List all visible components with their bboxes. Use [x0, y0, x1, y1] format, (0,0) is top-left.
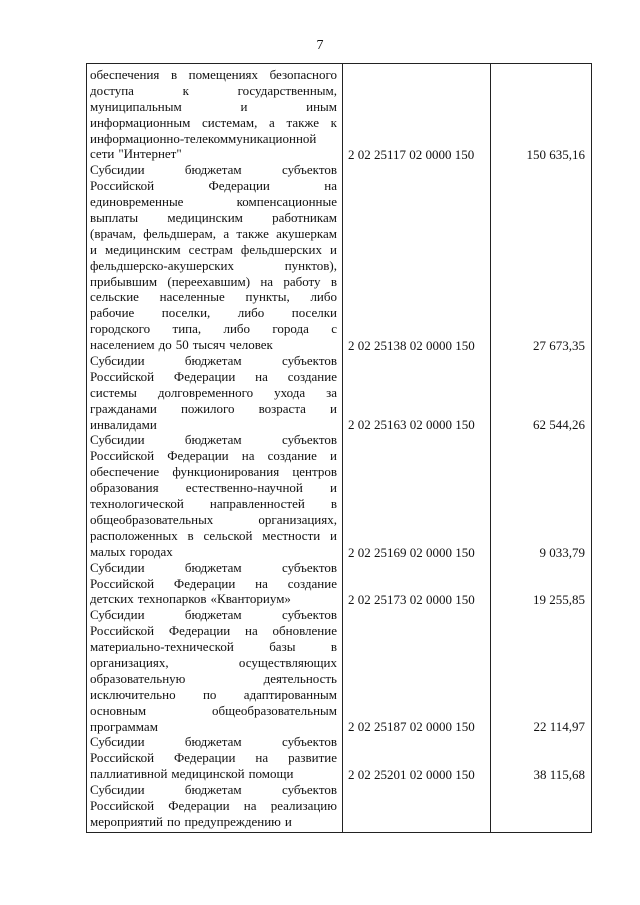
description-word: системам,: [202, 114, 258, 130]
description-word: субъектов: [281, 782, 337, 798]
description-word: субъектов: [281, 432, 337, 448]
description-word: информационно-телекоммуникационной: [90, 130, 317, 146]
description-word: местности: [262, 527, 321, 543]
description-word: помощи: [248, 766, 294, 782]
page-number: 7: [316, 38, 324, 53]
description-word: а: [269, 114, 275, 130]
description-word: субъектов: [281, 734, 337, 750]
description-word: и: [330, 480, 337, 496]
description-word: помещениях: [188, 67, 259, 82]
description-line: [90, 464, 337, 480]
amount-value: 22 114,97: [533, 719, 585, 735]
budget-code: 2 02 25169 02 0000 150: [348, 544, 475, 560]
description-word: образовательную: [90, 670, 186, 686]
description-line: [90, 544, 337, 560]
description-word: (переехавшим): [167, 273, 251, 289]
description-word: образования: [90, 480, 159, 496]
description-word: компенсационные: [236, 194, 337, 210]
description-line: [90, 432, 337, 448]
description-word: общеобразовательных: [90, 511, 214, 527]
description-word: пунктов),: [284, 257, 337, 273]
description-word: организациях,: [258, 511, 337, 527]
description-word: субъектов: [281, 353, 337, 369]
description-word: и: [284, 813, 292, 829]
description-word: реализацию: [270, 797, 337, 813]
description-word: рабочие: [90, 305, 135, 321]
description-word: тысяч: [192, 337, 226, 353]
description-word: «Кванториум»: [210, 591, 291, 607]
description-line: [90, 480, 337, 496]
description-word: городах: [129, 543, 173, 559]
description-word: выплаты: [90, 210, 139, 226]
column-divider-code: [342, 63, 343, 833]
description-line: [90, 321, 337, 337]
amount-value: 19 255,85: [533, 592, 585, 608]
description-line: [90, 814, 337, 830]
description-line: [90, 703, 337, 719]
description-word: субъектов: [281, 559, 337, 575]
description-word: гражданами: [90, 400, 157, 416]
description-line: [90, 576, 337, 592]
description-word: Субсидии: [90, 607, 145, 623]
description-word: основным: [90, 702, 147, 718]
description-word: (врачам,: [90, 225, 137, 241]
description-word: в: [330, 496, 337, 512]
description-word: создание: [287, 575, 337, 591]
description-word: технопарков: [137, 591, 207, 607]
budget-code: 2 02 25187 02 0000 150: [348, 719, 475, 735]
description-word: также: [286, 114, 319, 130]
description-word: системы: [90, 384, 137, 400]
description-word: населением: [90, 337, 155, 353]
description-word: Федерации: [173, 575, 236, 591]
column-divider-amount: [490, 63, 491, 833]
description-word: инвалидами: [90, 416, 157, 432]
description-line: [90, 734, 337, 750]
description-word: иным: [306, 98, 337, 114]
description-word: Субсидии: [90, 734, 145, 750]
description-line: [90, 750, 337, 766]
description-word: муниципальным: [90, 98, 182, 114]
description-word: расположенных: [90, 527, 178, 543]
description-word: пожилого: [180, 400, 235, 416]
description-word: в: [330, 639, 337, 655]
description-line: [90, 353, 337, 369]
description-word: "Интернет": [118, 146, 182, 162]
description-word: бюджетам: [184, 432, 242, 448]
description-word: Российской: [90, 448, 155, 464]
description-word: и: [330, 527, 337, 543]
description-word: создание: [267, 448, 317, 464]
description-word: типа,: [172, 321, 202, 337]
description-word: с: [331, 321, 337, 337]
description-word: доступа: [90, 82, 134, 98]
description-word: Российской: [90, 623, 155, 639]
description-line: [90, 512, 337, 528]
description-line: [90, 417, 337, 433]
description-word: Федерации: [173, 368, 236, 384]
budget-code: 2 02 25163 02 0000 150: [348, 417, 475, 433]
description-word: а: [223, 225, 230, 241]
description-word: Российской: [90, 750, 155, 766]
description-word: Федерации: [174, 750, 236, 766]
description-word: поселки,: [161, 305, 211, 321]
description-word: Федерации: [168, 623, 231, 639]
description-word: детских: [90, 591, 134, 607]
budget-code: 2 02 25117 02 0000 150: [348, 147, 475, 162]
budget-code: 2 02 25138 02 0000 150: [348, 337, 475, 353]
description-word: также: [236, 225, 269, 241]
description-line: [90, 289, 337, 305]
description-word: Российской: [90, 368, 155, 384]
description-word: акушеркам: [276, 225, 337, 241]
description-word: ухода: [274, 384, 306, 400]
description-word: в: [187, 527, 194, 543]
description-line: [90, 385, 337, 401]
description-word: технологической: [90, 496, 184, 512]
description-word: Федерации: [167, 448, 229, 464]
description-word: на: [243, 797, 257, 813]
budget-code: 2 02 25173 02 0000 150: [348, 592, 475, 608]
description-word: Субсидии: [90, 782, 145, 798]
description-word: бюджетам: [184, 607, 242, 623]
description-word: человек: [229, 337, 273, 353]
description-line: [90, 369, 337, 385]
description-column: [90, 67, 337, 830]
description-word: городского: [90, 321, 151, 337]
description-word: бюджетам: [184, 782, 242, 798]
amount-value: 27 673,35: [533, 337, 585, 353]
description-line: [90, 99, 337, 115]
description-word: естественно-научной: [185, 480, 303, 496]
description-word: 50: [175, 337, 189, 353]
description-word: пункты,: [245, 289, 290, 305]
description-word: либо: [237, 305, 265, 321]
description-word: прибывшим: [90, 273, 158, 289]
description-word: медицинским: [167, 210, 243, 226]
description-line: [90, 178, 337, 194]
description-word: Федерации: [208, 178, 270, 194]
description-word: Российской: [90, 178, 155, 194]
description-line: [90, 655, 337, 671]
description-word: центров: [292, 464, 337, 480]
description-word: медицинским: [105, 241, 181, 257]
description-word: по: [167, 813, 181, 829]
description-line: [90, 560, 337, 576]
description-word: осуществляющих: [238, 654, 337, 670]
description-line: [90, 782, 337, 798]
description-word: фельдшерско-акушерских: [90, 257, 234, 273]
description-word: до: [158, 337, 172, 353]
description-word: паллиативной: [90, 766, 168, 782]
description-word: создание: [287, 368, 337, 384]
description-word: исключительно: [90, 686, 176, 702]
description-word: города: [272, 321, 309, 337]
description-word: населенные: [159, 289, 225, 305]
budget-code: 2 02 25201 02 0000 150: [348, 767, 475, 783]
description-word: медицинской: [171, 766, 245, 782]
description-line: [90, 162, 337, 178]
description-word: сельской: [203, 527, 253, 543]
amount-value: 150 635,16: [526, 147, 585, 162]
description-word: материально-технической: [90, 639, 234, 655]
description-word: бюджетам: [184, 734, 242, 750]
description-word: на: [255, 575, 268, 591]
description-word: безопасного: [269, 67, 337, 82]
description-word: государственным,: [237, 82, 337, 98]
description-word: деятельность: [263, 670, 337, 686]
description-word: поселки: [291, 305, 337, 321]
description-word: малых: [90, 543, 126, 559]
description-word: либо: [310, 289, 337, 305]
description-word: и: [330, 241, 337, 257]
description-line: [90, 242, 337, 258]
description-line: [90, 258, 337, 274]
description-word: информационным: [90, 114, 191, 130]
description-word: обеспечения: [90, 67, 160, 82]
description-line: [90, 305, 337, 321]
description-word: бюджетам: [184, 353, 242, 369]
description-word: работникам: [272, 210, 337, 226]
description-word: программам: [90, 718, 158, 734]
description-line: [90, 337, 337, 353]
description-word: долговременного: [157, 384, 254, 400]
description-line: [90, 274, 337, 290]
description-word: мероприятий: [90, 813, 163, 829]
description-line: [90, 210, 337, 226]
amount-value: 62 544,26: [533, 417, 585, 433]
description-word: либо: [223, 321, 251, 337]
description-word: бюджетам: [184, 559, 242, 575]
description-word: в: [330, 273, 337, 289]
description-word: на: [255, 750, 269, 766]
description-line: [90, 766, 337, 782]
description-word: по: [202, 686, 217, 702]
description-line: [90, 591, 337, 607]
description-word: субъектов: [281, 607, 337, 623]
description-word: на: [241, 448, 255, 464]
description-line: [90, 623, 337, 639]
description-line: [90, 401, 337, 417]
description-word: за: [326, 384, 337, 400]
description-word: сельские: [90, 289, 139, 305]
budget-table: [86, 63, 592, 833]
description-line: [90, 67, 337, 83]
description-word: функционирования: [172, 464, 280, 480]
description-word: и: [330, 400, 337, 416]
description-word: и: [90, 241, 97, 257]
description-word: бюджетам: [184, 162, 242, 178]
description-line: [90, 719, 337, 735]
amount-value: 9 033,79: [539, 544, 585, 560]
description-word: обеспечение: [90, 464, 160, 480]
description-word: базы: [269, 639, 296, 655]
description-word: Федерации: [168, 797, 230, 813]
description-word: сестрам: [188, 241, 233, 257]
description-line: [90, 194, 337, 210]
description-word: адаптированным: [243, 686, 337, 702]
description-word: к: [182, 82, 189, 98]
description-line: [90, 131, 337, 147]
description-line: [90, 528, 337, 544]
description-line: [90, 83, 337, 99]
description-word: развитие: [288, 750, 337, 766]
description-line: [90, 671, 337, 687]
description-word: в: [170, 67, 178, 82]
description-word: Субсидии: [90, 432, 145, 448]
description-word: Российской: [90, 797, 155, 813]
description-word: на: [260, 273, 274, 289]
description-line: [90, 496, 337, 512]
description-word: и: [330, 448, 337, 464]
description-word: фельдшерских: [240, 241, 322, 257]
description-word: общеобразовательным: [211, 702, 337, 718]
description-word: на: [255, 368, 268, 384]
description-line: [90, 798, 337, 814]
description-word: фельдшерам,: [143, 225, 217, 241]
description-word: предупреждению: [184, 813, 281, 829]
description-word: направленностей: [209, 496, 305, 512]
description-word: Российской: [90, 575, 155, 591]
description-word: организациях,: [90, 654, 169, 670]
description-line: [90, 146, 337, 162]
amount-value: 38 115,68: [533, 767, 585, 783]
description-line: [90, 639, 337, 655]
description-line: [90, 115, 337, 131]
description-word: обновление: [272, 623, 337, 639]
description-word: Субсидии: [90, 162, 145, 178]
description-line: [90, 226, 337, 242]
description-word: работу: [283, 273, 321, 289]
description-word: Субсидии: [90, 559, 145, 575]
description-word: единовременные: [90, 194, 184, 210]
description-word: сети: [90, 146, 115, 162]
description-line: [90, 448, 337, 464]
description-word: возраста: [258, 400, 306, 416]
description-word: и: [240, 98, 248, 114]
description-word: Субсидии: [90, 353, 145, 369]
description-line: [90, 607, 337, 623]
description-word: субъектов: [281, 162, 337, 178]
description-word: на: [245, 623, 258, 639]
description-word: на: [324, 178, 337, 194]
description-line: [90, 687, 337, 703]
description-word: к: [330, 114, 337, 130]
